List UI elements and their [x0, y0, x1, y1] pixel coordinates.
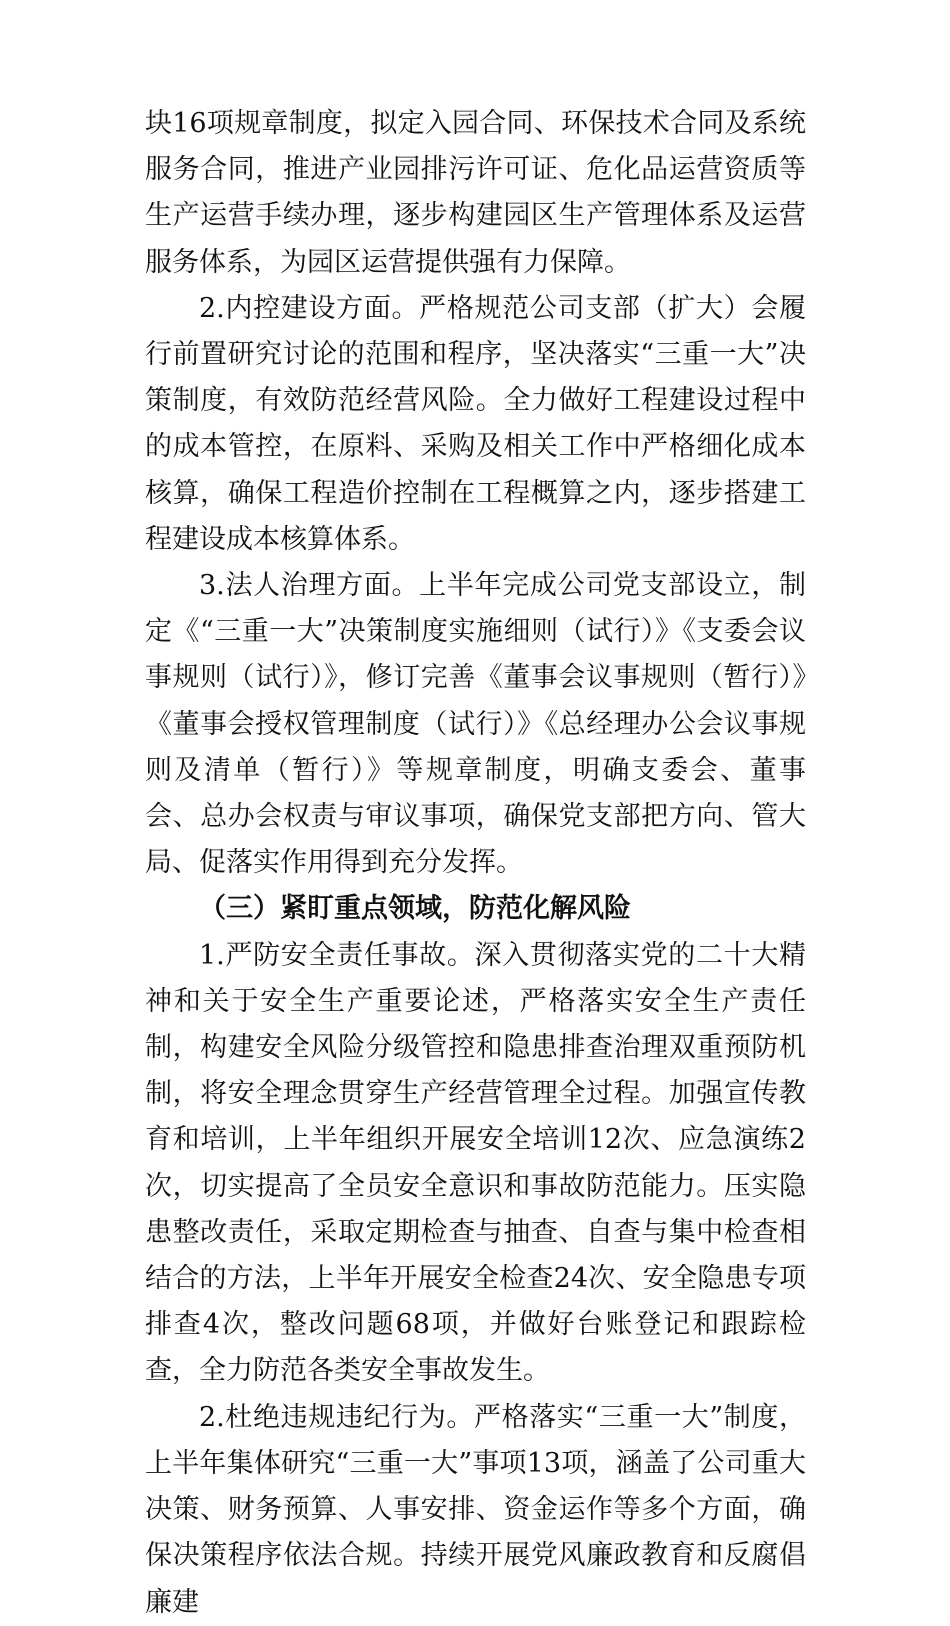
document-body — [145, 101, 806, 1626]
paragraph-discipline: 2.杜绝违规违纪行为。严格落实“三重一大”制度，上半年集体研究“三重一大”事项13项，涵盖了公司重大决策、财务预算、人事安排、资金运作等多个方面，确保决策程序依法合规。持续开展党风廉政教育和反腐倡廉建 — [145, 1401, 806, 1618]
paragraph-continuation: 块16项规章制度，拟定入园合同、环保技术合同及系统服务合同，推进产业园排污许可证、危化品运营资质等生产运营手续办理，逐步构建园区生产管理体系及运营服务体系，为园区运营提供强有力保障。 — [145, 108, 806, 278]
paragraph-safety: 1.严防安全责任事故。深入贯彻落实党的二十大精神和关于安全生产重要论述，严格落实安全生产责任制，构建安全风险分级管控和隐患排查治理双重预防机制，将安全理念贯穿生产经营管理全过程。加强宣传教育和培训，上半年组织开展安全培训12次、应急演练2次，切实提高了全员安全意识和事故防范能力。压实隐患整改责任，采取定期检查与抽查、自查与集中检查相结合的方法，上半年开展安全检查24次、安全隐患专项排查4次，整改问题68项，并做好台账登记和跟踪检查，全力防范各类安全事故发生。 — [145, 939, 806, 1387]
paragraph-internal-control: 2.内控建设方面。严格规范公司支部（扩大）会履行前置研究讨论的范围和程序，坚决落实“三重一大”决策制度，有效防范经营风险。全力做好工程建设过程中的成本管控，在原料、采购及相关工作中严格细化成本核算，确保工程造价控制在工程概算之内，逐步搭建工程建设成本核算体系。 — [145, 292, 806, 555]
section-heading: （三）紧盯重点领域，防范化解风险 — [199, 893, 631, 925]
paragraph-corporate-governance: 3.法人治理方面。上半年完成公司党支部设立，制定《“三重一大”决策制度实施细则（试行）》《支委会议事规则（试行）》，修订完善《董事会议事规则（暂行）》《董事会授权管理制度（试行）》《总经理办公会议事规则及清单（暂行）》等规章制度，明确支委会、董事会、总办会权责与审议事项，确保党支部把方向、管大局、促落实作用得到充分发挥。 — [145, 570, 806, 879]
